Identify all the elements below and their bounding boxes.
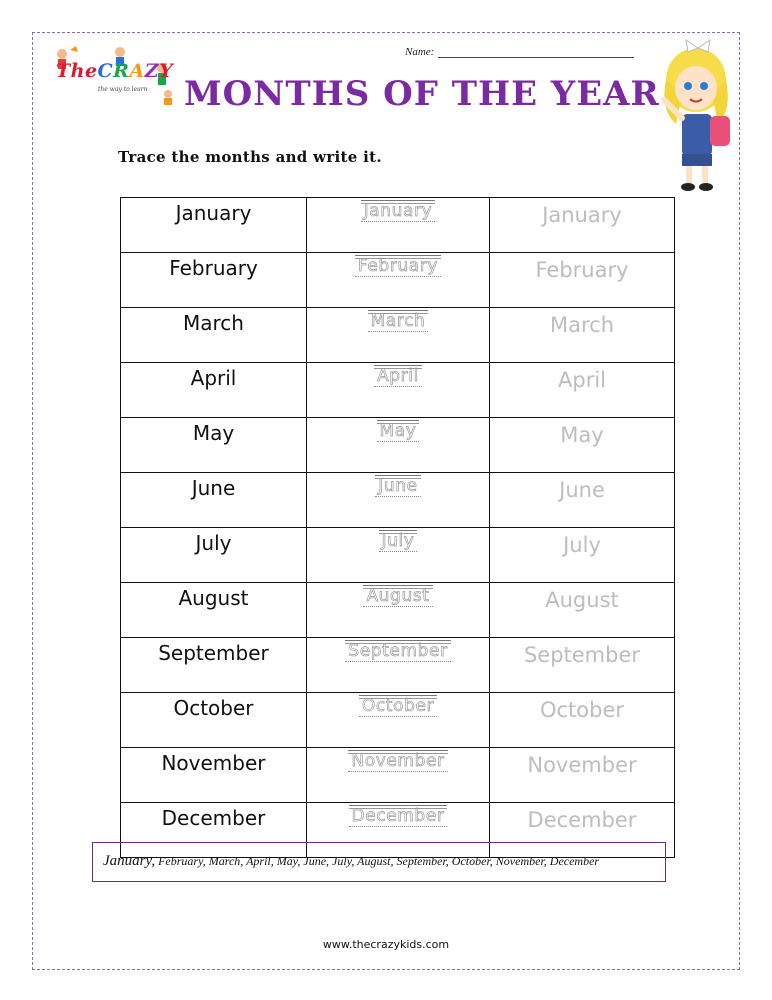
write-cell[interactable]: April [490,363,675,418]
table-row [121,638,675,693]
trace-word: January [361,200,436,222]
trace-cell[interactable] [307,363,490,418]
name-blank-line[interactable] [438,47,634,58]
table-row [121,363,675,418]
trace-word: November [348,750,447,772]
word-bank-rest: February, March, April, May, June, July, August, September, October, November, December [158,854,600,868]
schoolgirl-illustration-icon [648,36,748,196]
table-row [121,583,675,638]
word-bank-first: January, [103,853,156,869]
table-row [121,528,675,583]
instruction-text: Trace the months and write it. [118,148,382,166]
trace-cell[interactable] [307,308,490,363]
page-title: MONTHS OF THE YEAR [184,74,660,114]
trace-cell[interactable] [307,253,490,308]
trace-cell[interactable] [307,693,490,748]
month-word: January [121,198,307,253]
month-word: December [121,803,307,858]
trace-word: February [355,255,441,277]
month-word: May [121,418,307,473]
table-row [121,473,675,528]
month-word: July [121,528,307,583]
table-row [121,198,675,253]
word-bank [92,842,666,882]
trace-word: March [368,310,429,332]
name-label: Name: [405,46,435,58]
write-cell[interactable]: May [490,418,675,473]
table-row [121,748,675,803]
write-cell[interactable]: July [490,528,675,583]
month-word: March [121,308,307,363]
write-cell[interactable]: June [490,473,675,528]
month-word: April [121,363,307,418]
footer-url[interactable]: www.thecrazykids.com [322,938,450,951]
months-table [120,197,675,858]
month-word: June [121,473,307,528]
write-cell[interactable]: August [490,583,675,638]
trace-cell[interactable] [307,748,490,803]
logo-text: TheCRAZY [56,60,174,82]
table-row [121,693,675,748]
trace-cell[interactable] [307,528,490,583]
trace-word: May [377,420,420,442]
month-word: October [121,693,307,748]
table-row [121,253,675,308]
month-word: August [121,583,307,638]
name-field[interactable] [405,46,634,58]
trace-word: December [349,805,448,827]
trace-word: July [379,530,418,552]
write-cell[interactable]: November [490,748,675,803]
write-cell[interactable]: February [490,253,675,308]
write-cell[interactable]: October [490,693,675,748]
trace-cell[interactable] [307,198,490,253]
trace-word: April [374,365,422,387]
month-word: February [121,253,307,308]
write-cell[interactable]: September [490,638,675,693]
month-word: September [121,638,307,693]
trace-cell[interactable] [307,583,490,638]
month-word: November [121,748,307,803]
write-cell[interactable]: March [490,308,675,363]
trace-word: October [359,695,437,717]
trace-word: August [363,585,432,607]
trace-word: September [345,640,450,662]
table-row [121,308,675,363]
trace-cell[interactable] [307,473,490,528]
trace-word: June [375,475,420,497]
trace-cell[interactable] [307,638,490,693]
table-row [121,418,675,473]
write-cell[interactable]: January [490,198,675,253]
write-cell[interactable]: December [490,803,675,858]
logo-tagline: the way to learn [98,86,148,93]
trace-cell[interactable] [307,418,490,473]
